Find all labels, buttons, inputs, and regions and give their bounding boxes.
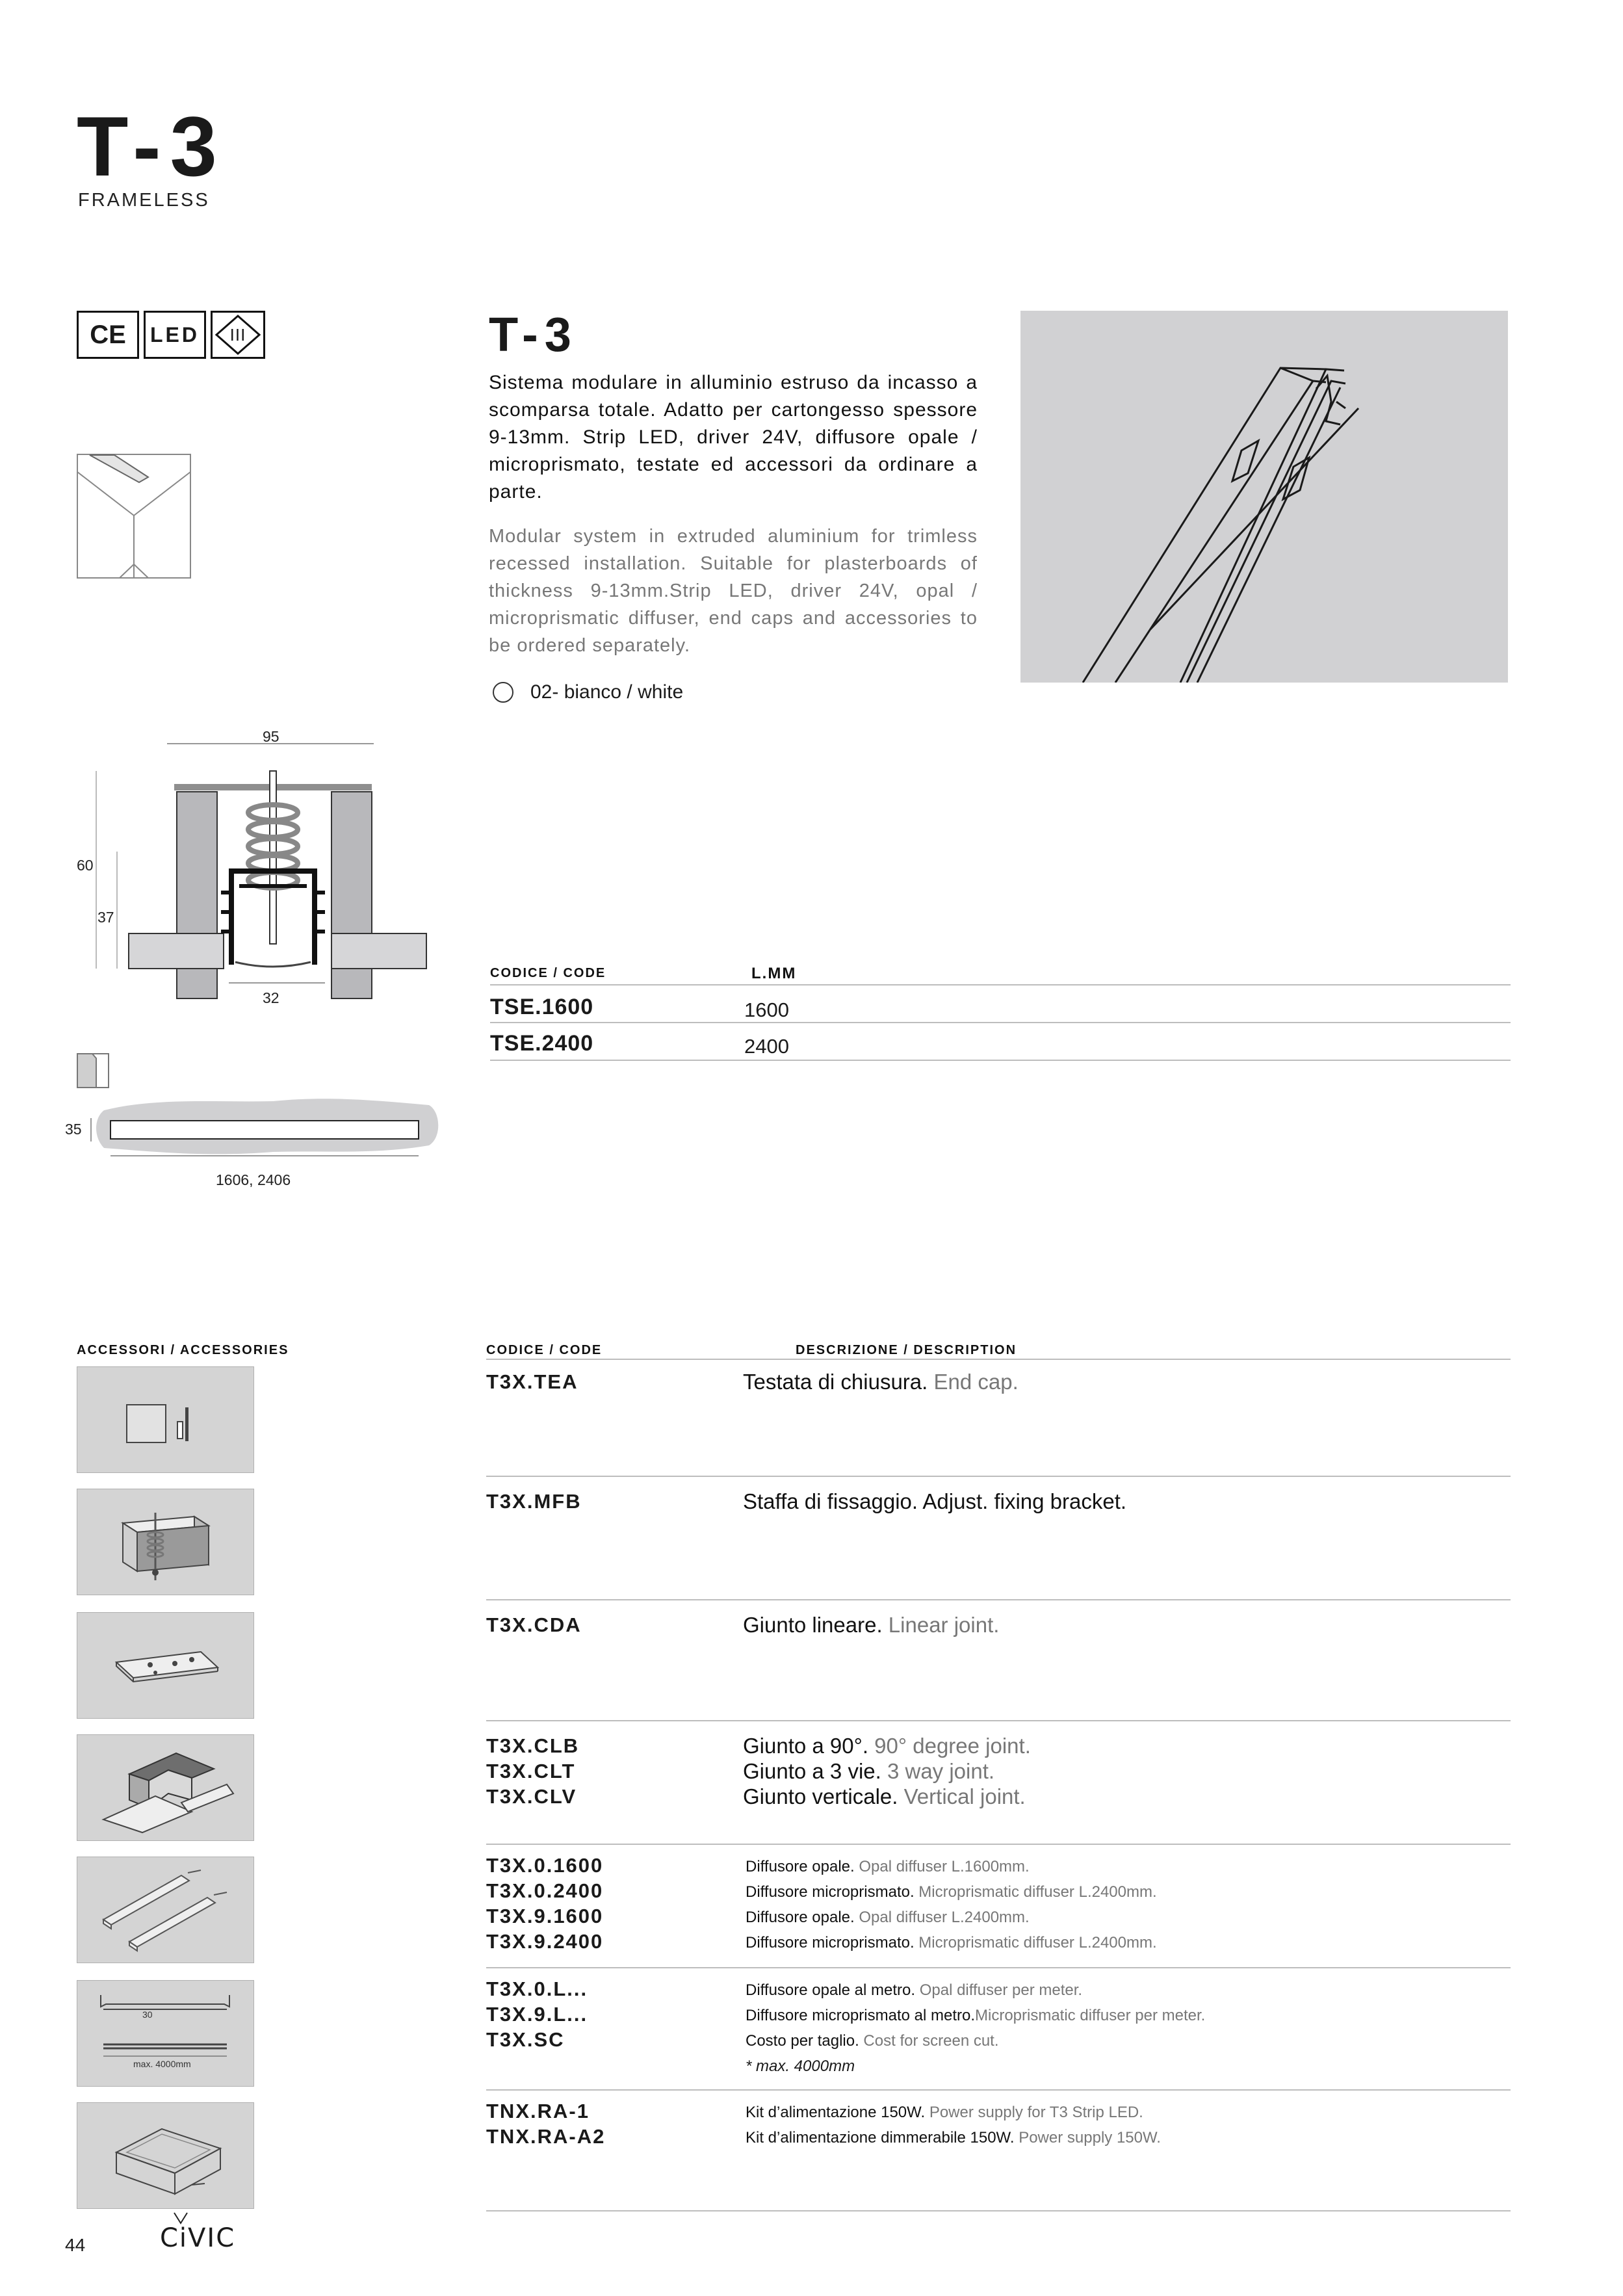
page-number: 44 [65, 2235, 86, 2255]
accessory-description: Diffusore microprismato. Microprismatic diffuser L.2400mm. [746, 1883, 1157, 1901]
dim-width-bottom: 32 [263, 989, 279, 1006]
code-row-1-code: TSE.1600 [490, 995, 594, 1019]
accessories-header-code: CODICE / CODE [486, 1343, 603, 1357]
accessory-code: T3X.9.L... [486, 2003, 588, 2026]
thumb-dim-width: 30 [142, 2009, 153, 2020]
plasterboard-corner-icon [77, 454, 191, 579]
dim-length: 1606, 2406 [216, 1171, 291, 1188]
accessory-description: Kit d’alimentazione dimmerabile 150W. Power supply 150W. [746, 2129, 1161, 2146]
code-row-1-length: 1600 [744, 998, 789, 1021]
accessory-description-list [746, 1854, 1157, 1955]
accessory-code: T3X.CDA [486, 1613, 582, 1636]
divider [486, 1476, 1511, 1477]
divider [490, 1060, 1511, 1061]
accessory-description: Diffusore opale al metro. Opal diffuser per meter. [746, 1981, 1083, 1999]
accessory-description-list [746, 2100, 1161, 2150]
class-iii-icon: III [211, 311, 265, 359]
accessory-code: T3X.CLV [486, 1785, 577, 1808]
accessory-description: Diffusore microprismato al metro.Microprismatic diffuser per meter. [746, 2007, 1206, 2024]
accessory-code: TNX.RA-1 [486, 2100, 590, 2122]
code-row-2-code: TSE.2400 [490, 1031, 594, 1056]
page-subtitle: FRAMELESS [78, 190, 210, 211]
diffuser-thumbnail [77, 1857, 254, 1963]
dim-side-height: 35 [65, 1121, 82, 1138]
length-drawing [65, 1092, 455, 1164]
accessory-code-list [486, 1733, 579, 1809]
accessory-description: Diffusore opale. Opal diffuser L.2400mm. [746, 1909, 1030, 1926]
accessory-code-list [486, 2098, 605, 2149]
accessory-description: Kit d’alimentazione 150W. Power supply for T3 Strip LED. [746, 2104, 1143, 2121]
ce-mark-icon: CE [77, 311, 139, 359]
product-description-en: Modular system in extruded aluminium for trimless recessed installation. Suitable for plasterboards of thickness 9-13mm.Strip LED, driver 24V, opal / microprismatic diffuser, end caps and accessories to be ordered separately. [489, 526, 978, 656]
end-view-icon [77, 1053, 109, 1088]
dim-width-top: 95 [263, 728, 279, 745]
accessory-description: Giunto a 3 vie. 3 way joint. [743, 1759, 995, 1783]
codes-header-code: CODICE / CODE [490, 966, 606, 980]
color-label: 02- bianco / white [530, 681, 684, 703]
accessory-code: T3X.0.1600 [486, 1854, 604, 1877]
accessories-header: ACCESSORI / ACCESSORIES [77, 1343, 289, 1357]
accessory-code: T3X.0.L... [486, 1977, 588, 2000]
divider [486, 2210, 1511, 2211]
dim-height-total: 60 [77, 857, 94, 874]
accessory-note: * max. 4000mm [746, 2057, 855, 2075]
codes-header-length: L.MM [751, 965, 797, 982]
accessory-code: T3X.0.2400 [486, 1879, 604, 1902]
accessory-code-list [486, 1853, 603, 1954]
accessory-code: TNX.RA-A2 [486, 2125, 606, 2148]
accessory-description: Costo per taglio. Cost for screen cut. [746, 2032, 999, 2050]
accessory-code: T3X.SC [486, 2028, 565, 2051]
fixing-bracket-thumbnail [77, 1489, 254, 1595]
corner-joint-thumbnail [77, 1734, 254, 1841]
page-title: T-3 [77, 99, 226, 194]
accessory-description: Giunto lineare. Linear joint. [743, 1613, 1000, 1637]
dim-height-inner: 37 [97, 909, 114, 926]
accessory-description-list [746, 1977, 1205, 2079]
accessory-code: T3X.CLT [486, 1760, 576, 1782]
divider [486, 2089, 1511, 2091]
accessory-code: T3X.9.1600 [486, 1905, 604, 1927]
product-hero-image [1020, 311, 1508, 683]
accessory-description: Diffusore opale. Opal diffuser L.1600mm. [746, 1858, 1030, 1875]
diffuser-profile-thumbnail [77, 1980, 254, 2087]
accessory-code: T3X.CLB [486, 1734, 580, 1757]
code-row-2-length: 2400 [744, 1035, 789, 1058]
power-supply-thumbnail [77, 2102, 254, 2209]
accessories-header-description: DESCRIZIONE / DESCRIPTION [796, 1343, 1017, 1357]
divider [486, 1720, 1511, 1721]
white-color-swatch-icon [493, 682, 513, 703]
led-badge-icon: LED [144, 311, 206, 359]
color-option [493, 681, 683, 703]
accessory-description: Giunto a 90°. 90° degree joint. [743, 1734, 1031, 1758]
accessory-description: Giunto verticale. Vertical joint. [743, 1784, 1026, 1808]
accessory-description-list [743, 1733, 1031, 1809]
accessory-code: T3X.TEA [486, 1370, 578, 1393]
accessory-description: Testata di chiusura. End cap. [743, 1370, 1019, 1394]
divider [486, 1967, 1511, 1968]
thumb-dim-length: max. 4000mm [133, 2059, 191, 2069]
brand-logo: CiVIC [160, 2223, 235, 2253]
linear-joint-thumbnail [77, 1612, 254, 1719]
divider [486, 1844, 1511, 1845]
divider [486, 1359, 1511, 1360]
divider [490, 984, 1511, 985]
product-description-it: Sistema modulare in alluminio estruso da incasso a scomparsa totale. Adatto per cartongesso spessore 9-13mm. Strip LED, driver 24V, diffusore opale / microprismato, testate ed accessori da ordinare a parte. [489, 372, 978, 502]
accessory-description: Diffusore microprismato. Microprismatic diffuser L.2400mm. [746, 1934, 1157, 1951]
accessory-description: Staffa di fissaggio. Adjust. fixing bracket. [743, 1489, 1127, 1513]
accessory-code: T3X.MFB [486, 1490, 582, 1513]
accessory-code: T3X.9.2400 [486, 1930, 604, 1953]
end-cap-thumbnail [77, 1366, 254, 1473]
product-title: T-3 [489, 307, 578, 361]
divider [486, 1599, 1511, 1600]
divider [490, 1022, 1511, 1023]
accessory-code-list [486, 1976, 588, 2052]
